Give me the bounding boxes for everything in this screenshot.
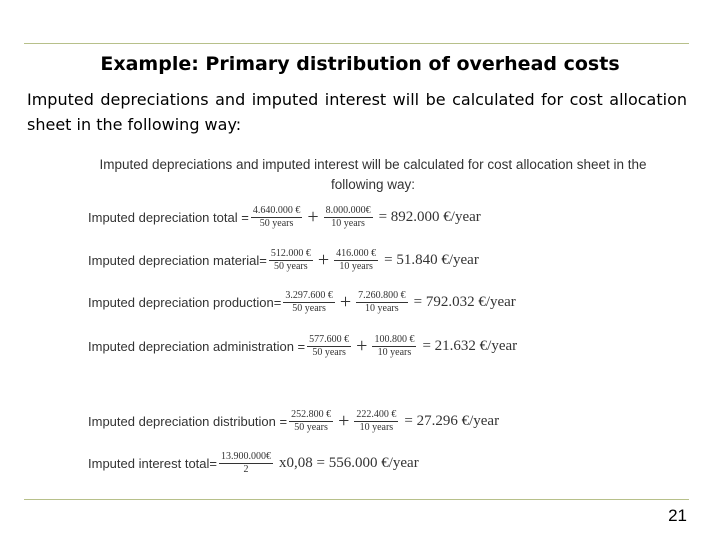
equation-label: Imputed depreciation production= [88, 295, 282, 310]
equation-result: = 792.032 €/year [413, 294, 516, 310]
embedded-heading [88, 155, 658, 195]
denominator: 10 years [339, 261, 373, 272]
numerator: 416.000 € [336, 248, 377, 259]
denominator: 10 years [331, 218, 365, 229]
equation-label: Imputed interest total= [88, 456, 217, 471]
equation-depreciation-total [88, 205, 481, 230]
numerator: 222.400 € [356, 409, 397, 420]
equation-result: = 21.632 €/year [422, 338, 518, 354]
denominator: 2 [243, 464, 249, 475]
equation-label: Imputed depreciation distribution = [88, 414, 288, 429]
numerator: 252.800 € [291, 409, 332, 420]
equation-depreciation-production [88, 290, 516, 315]
denominator: 50 years [274, 261, 308, 272]
equation-depreciation-administration [88, 334, 517, 359]
numerator: 4.640.000 € [252, 205, 301, 216]
denominator: 50 years [294, 422, 328, 433]
equation-label: Imputed depreciation material= [88, 253, 267, 268]
fraction-machines [354, 409, 398, 434]
numerator: 3.297.600 € [285, 290, 333, 301]
equation-result: = 27.296 €/year [404, 413, 500, 429]
fraction-machines [334, 248, 378, 273]
bottom-divider [24, 499, 689, 500]
numerator: 577.600 € [309, 334, 350, 345]
fraction-capital [219, 451, 273, 476]
numerator: 8.000.000€ [325, 205, 371, 216]
embedded-heading-line-2: following way: [330, 177, 416, 192]
plus-sign: + [338, 410, 350, 432]
slide-title: Example: Primary distribution of overhead costs [100, 53, 620, 75]
equation-interest-total [88, 451, 419, 476]
denominator: 10 years [359, 422, 394, 433]
plus-sign: + [317, 249, 330, 271]
equation-label: Imputed depreciation total = [88, 210, 249, 225]
fraction-machines [372, 334, 416, 359]
numerator: 7.260.800 € [358, 290, 406, 301]
fraction-buildings [307, 334, 351, 359]
numerator: 13.900.000€ [221, 451, 271, 462]
plus-sign: + [339, 291, 352, 313]
equation-result: = 51.840 €/year [384, 252, 479, 268]
denominator: 10 years [365, 303, 399, 314]
fraction-machines [324, 205, 373, 230]
fraction-buildings [289, 409, 333, 434]
fraction-buildings [269, 248, 313, 273]
equation-depreciation-material [88, 248, 479, 273]
numerator: 512.000 € [270, 248, 311, 259]
equation-label: Imputed depreciation administration = [88, 339, 306, 354]
denominator: 50 years [292, 303, 326, 314]
intro-paragraph: Imputed depreciations and imputed interest will be calculated for cost allocation sheet in the following way: [27, 90, 687, 134]
equation-depreciation-distribution [88, 409, 499, 434]
embedded-heading-line-1: Imputed depreciations and imputed interest will be calculated for cost allocation sheet in the [99, 157, 647, 172]
denominator: 50 years [312, 347, 346, 358]
fraction-machines [356, 290, 408, 315]
denominator: 10 years [377, 347, 412, 358]
plus-sign: + [356, 335, 368, 357]
equation-result: x0,08 = 556.000 €/year [279, 455, 419, 471]
denominator: 50 years [259, 218, 294, 229]
fraction-buildings [283, 290, 335, 315]
plus-sign: + [307, 206, 319, 228]
fraction-buildings [251, 205, 303, 230]
equation-result: = 892.000 €/year [378, 209, 481, 225]
page-number: 21 [668, 506, 687, 525]
top-divider [24, 43, 689, 44]
numerator: 100.800 € [374, 334, 415, 345]
